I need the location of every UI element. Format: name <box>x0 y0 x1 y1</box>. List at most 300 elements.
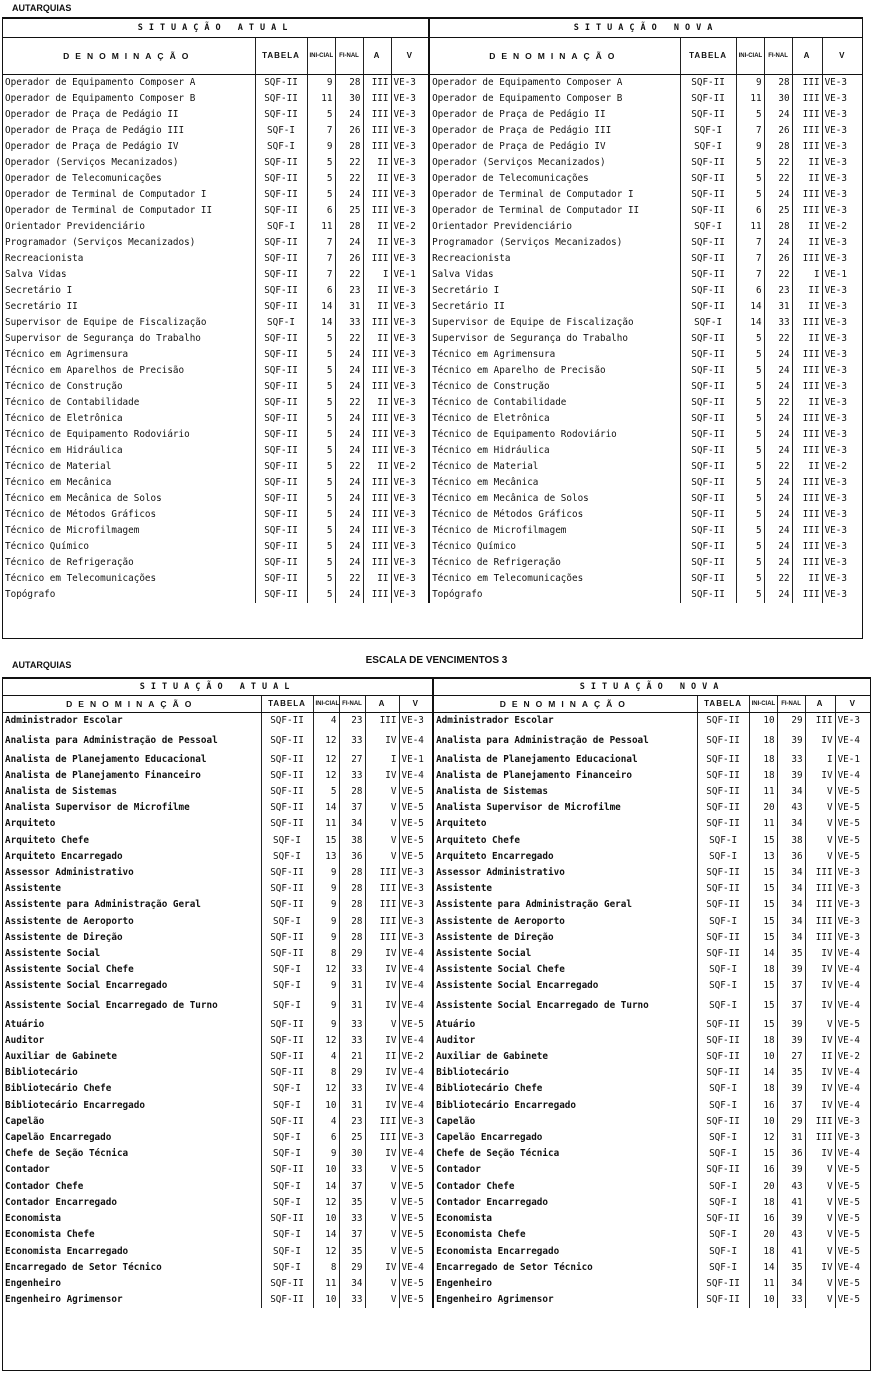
final-nova-cell: 37 <box>777 995 805 1017</box>
final-cell: 24 <box>335 491 363 507</box>
inicial-cell: 5 <box>307 491 335 507</box>
tabela-nova-cell: SQF-II <box>680 507 736 523</box>
inicial-nova-cell: 15 <box>749 930 777 946</box>
v-cell: VE-3 <box>391 251 429 267</box>
inicial-nova-cell: 11 <box>736 91 764 107</box>
denominacao-cell: Arquiteto <box>5 818 56 830</box>
tabela-nova-cell: SQF-II <box>680 395 736 411</box>
inicial-cell: 9 <box>307 75 335 92</box>
final-cell: 35 <box>339 1195 365 1211</box>
tabela-nova-cell: SQF-II <box>680 75 736 92</box>
tabela-cell: SQF-II <box>255 363 307 379</box>
final-cell: 28 <box>335 75 363 92</box>
denominacao-nova-cell: Técnico Químico <box>429 539 680 555</box>
a-cell: III <box>365 881 399 897</box>
tabela-nova-cell: SQF-II <box>697 1033 749 1049</box>
v-nova-cell: VE-3 <box>822 491 862 507</box>
v-cell: VE-3 <box>399 897 433 913</box>
final-nova-cell: 39 <box>777 1162 805 1178</box>
v-cell: VE-1 <box>399 752 433 768</box>
inicial-cell: 5 <box>307 555 335 571</box>
a-cell: V <box>365 1244 399 1260</box>
tabela-cell: SQF-I <box>255 315 307 331</box>
a-nova-cell: III <box>805 897 835 913</box>
tabela-nova-cell: SQF-II <box>680 203 736 219</box>
final-cell: 38 <box>339 833 365 849</box>
v-nova-cell: VE-5 <box>835 800 870 816</box>
tabela-cell: SQF-II <box>255 283 307 299</box>
inicial-nova-cell: 20 <box>749 1179 777 1195</box>
a-nova-cell: III <box>792 251 822 267</box>
tabela-nova-cell: SQF-II <box>680 475 736 491</box>
denominacao-cell: Analista de Planejamento Educacional <box>5 753 207 765</box>
tabela-nova-cell: SQF-II <box>697 752 749 768</box>
v-cell: VE-4 <box>399 995 433 1017</box>
denominacao-cell: Operador de Equipamento Composer A <box>5 77 196 88</box>
inicial-nova-cell: 6 <box>736 283 764 299</box>
tabela-cell: SQF-II <box>261 1114 313 1130</box>
v-cell: VE-1 <box>391 267 429 283</box>
tabela-cell: SQF-I <box>261 849 313 865</box>
inicial-cell: 10 <box>313 1162 339 1178</box>
final-nova-cell: 24 <box>764 475 792 491</box>
final-cell: 35 <box>339 1244 365 1260</box>
tabela-cell: SQF-II <box>255 203 307 219</box>
a-nova-cell: II <box>792 331 822 347</box>
inicial-cell: 7 <box>307 267 335 283</box>
inicial-nova-cell: 5 <box>736 171 764 187</box>
final-nova-cell: 26 <box>764 123 792 139</box>
tabela-cell: SQF-II <box>261 752 313 768</box>
denominacao-nova-cell: Técnico de Material <box>429 459 680 475</box>
final-nova-cell: 22 <box>764 571 792 587</box>
v-cell: VE-5 <box>399 816 433 832</box>
tabela-cell: SQF-II <box>255 539 307 555</box>
tabela-nova-cell: SQF-II <box>697 1292 749 1308</box>
tabela-nova-cell: SQF-II <box>697 730 749 752</box>
v-nova-cell: VE-5 <box>835 1276 870 1292</box>
v-nova-cell: VE-3 <box>822 187 862 203</box>
final-nova-cell: 35 <box>777 946 805 962</box>
denominacao-cell: Operador de Telecomunicações <box>5 173 162 184</box>
inicial-nova-cell: 7 <box>736 267 764 283</box>
a-nova-cell: IV <box>805 978 835 994</box>
final-cell: 28 <box>339 865 365 881</box>
final-nova-cell: 41 <box>777 1195 805 1211</box>
inicial-cell: 8 <box>313 1260 339 1276</box>
denominacao-nova-cell: Arquiteto <box>433 816 697 832</box>
a-nova-cell: II <box>792 283 822 299</box>
tabela-nova-cell: SQF-II <box>697 1276 749 1292</box>
final-nova-cell: 37 <box>777 1098 805 1114</box>
a-nova-cell: IV <box>805 1065 835 1081</box>
inicial-nova-cell: 18 <box>749 1195 777 1211</box>
denominacao-cell: Capelão Encarregado <box>5 1132 112 1144</box>
a-nova-cell: III <box>805 1114 835 1130</box>
inicial-cell: 9 <box>313 1146 339 1162</box>
denominacao-cell: Assistente Social Chefe <box>5 964 134 976</box>
a-cell: III <box>363 475 391 491</box>
v-header-2: V <box>399 696 433 713</box>
denominacao-nova-cell: Auxiliar de Gabinete <box>433 1049 697 1065</box>
tabela-cell: SQF-II <box>261 897 313 913</box>
inicial-nova-cell: 16 <box>749 1098 777 1114</box>
a-nova-cell: III <box>792 315 822 331</box>
v-nova-cell: VE-3 <box>822 75 862 92</box>
denominacao-nova-cell: Analista Supervisor de Microfilme <box>433 800 697 816</box>
a-cell: III <box>365 930 399 946</box>
denominacao-nova-cell: Técnico em Hidráulica <box>429 443 680 459</box>
tabela-nova-cell: SQF-II <box>680 347 736 363</box>
final-nova-cell: 28 <box>764 139 792 155</box>
a-nova-cell: V <box>805 849 835 865</box>
a-nova-cell: IV <box>805 1033 835 1049</box>
inicial-nova-cell: 15 <box>749 865 777 881</box>
v-nova-cell: VE-3 <box>822 523 862 539</box>
final-nova-cell: 24 <box>764 411 792 427</box>
tabela-nova-cell: SQF-II <box>697 930 749 946</box>
tabela-nova-cell: SQF-II <box>680 283 736 299</box>
v-cell: VE-3 <box>391 571 429 587</box>
denominacao-nova-cell: Técnico de Métodos Gráficos <box>429 507 680 523</box>
tabela-cell: SQF-II <box>255 187 307 203</box>
final-nova-cell: 37 <box>777 978 805 994</box>
a-cell: II <box>365 1049 399 1065</box>
a-cell: V <box>365 1162 399 1178</box>
a-nova-cell: IV <box>805 1146 835 1162</box>
tabela-cell: SQF-II <box>261 816 313 832</box>
tabela-cell: SQF-I <box>261 1081 313 1097</box>
v-cell: VE-5 <box>399 1292 433 1308</box>
tabela-header-nova: TABELA <box>680 38 736 75</box>
a-cell: V <box>365 1292 399 1308</box>
denominacao-cell: Assistente para Administração Geral <box>5 899 201 911</box>
a-cell: IV <box>365 1065 399 1081</box>
final-cell: 28 <box>335 219 363 235</box>
a-cell: II <box>363 299 391 315</box>
a-nova-cell: I <box>792 267 822 283</box>
final-cell: 22 <box>335 267 363 283</box>
tabela-cell: SQF-II <box>255 491 307 507</box>
inicial-nova-cell: 11 <box>749 784 777 800</box>
inicial-nova-cell: 20 <box>749 800 777 816</box>
inicial-cell: 12 <box>313 1033 339 1049</box>
tabela-nova-cell: SQF-II <box>697 713 749 730</box>
inicial-cell: 12 <box>313 1244 339 1260</box>
denominacao-nova-cell: Técnico em Aparelho de Precisão <box>429 363 680 379</box>
denominacao-cell: Assistente Social Encarregado <box>5 980 168 992</box>
denominacao-cell: Bibliotecário Chefe <box>5 1083 112 1095</box>
a-cell: V <box>365 1195 399 1211</box>
inicial-nova-cell: 5 <box>736 443 764 459</box>
tabela-cell: SQF-I <box>255 123 307 139</box>
final-cell: 24 <box>335 411 363 427</box>
denominacao-header-nova-2: DENOMINAÇÃO <box>433 696 697 713</box>
v-nova-cell: VE-3 <box>822 123 862 139</box>
tabela-nova-cell: SQF-II <box>680 379 736 395</box>
a-nova-cell: I <box>805 752 835 768</box>
inicial-cell: 5 <box>313 784 339 800</box>
denominacao-cell: Operador de Praça de Pedágio III <box>5 125 185 136</box>
a-cell: II <box>363 155 391 171</box>
v-nova-cell: VE-4 <box>835 946 870 962</box>
final-nova-cell: 34 <box>777 816 805 832</box>
inicial-nova-cell: 15 <box>749 1146 777 1162</box>
tabela-nova-cell: SQF-II <box>697 865 749 881</box>
denominacao-nova-cell: Recreacionista <box>429 251 680 267</box>
a-nova-cell: V <box>805 833 835 849</box>
denominacao-nova-cell: Operador de Terminal de Computador II <box>429 203 680 219</box>
v-nova-cell: VE-4 <box>835 962 870 978</box>
tabela-cell: SQF-II <box>255 267 307 283</box>
denominacao-nova-cell: Analista para Administração de Pessoal <box>433 730 697 752</box>
inicial-nova-cell: 18 <box>749 1081 777 1097</box>
denominacao-nova-cell: Salva Vidas <box>429 267 680 283</box>
v-nova-cell: VE-3 <box>822 571 862 587</box>
v-nova-cell: VE-4 <box>835 995 870 1017</box>
a-nova-cell: III <box>805 914 835 930</box>
v-nova-cell: VE-3 <box>822 507 862 523</box>
tabela-nova-cell: SQF-II <box>680 235 736 251</box>
inicial-nova-cell: 18 <box>749 962 777 978</box>
v-cell: VE-4 <box>399 978 433 994</box>
v-cell: VE-3 <box>391 411 429 427</box>
v-cell: VE-3 <box>391 475 429 491</box>
denominacao-nova-cell: Assistente Social <box>433 946 697 962</box>
denominacao-cell: Analista de Sistemas <box>5 786 117 798</box>
tabela-cell: SQF-II <box>255 443 307 459</box>
inicial-nova-cell: 18 <box>749 1244 777 1260</box>
final-nova-cell: 31 <box>764 299 792 315</box>
a-header-2: A <box>365 696 399 713</box>
denominacao-cell: Salva Vidas <box>5 269 67 280</box>
tabela-nova-cell: SQF-II <box>680 427 736 443</box>
v-cell: VE-5 <box>399 1195 433 1211</box>
final-cell: 33 <box>339 1292 365 1308</box>
inicial-nova-cell: 5 <box>736 539 764 555</box>
escala-title: ESCALA DE VENCIMENTOS 3 <box>365 655 508 666</box>
a-nova-cell: V <box>805 1227 835 1243</box>
denominacao-cell: Economista Chefe <box>5 1229 95 1241</box>
final-cell: 24 <box>335 523 363 539</box>
final-nova-cell: 24 <box>764 523 792 539</box>
a-nova-cell: II <box>792 459 822 475</box>
v-cell: VE-5 <box>399 1162 433 1178</box>
tabela-cell: SQF-I <box>255 139 307 155</box>
a-nova-cell: V <box>805 1292 835 1308</box>
inicial-cell: 5 <box>307 347 335 363</box>
final-cell: 33 <box>339 1162 365 1178</box>
final-nova-cell: 39 <box>777 1033 805 1049</box>
v-nova-cell: VE-3 <box>835 1114 870 1130</box>
tabela-nova-cell: SQF-II <box>697 1017 749 1033</box>
v-cell: VE-3 <box>391 331 429 347</box>
denominacao-cell: Operador de Terminal de Computador II <box>5 205 213 216</box>
inicial-nova-cell: 5 <box>736 363 764 379</box>
a-nova-cell: II <box>792 171 822 187</box>
denominacao-cell: Técnico em Telecomunicações <box>5 573 157 584</box>
a-nova-cell: III <box>792 139 822 155</box>
final-header-nova: FI-NAL <box>764 38 792 75</box>
a-nova-cell: III <box>792 443 822 459</box>
denominacao-nova-cell: Contador Chefe <box>433 1179 697 1195</box>
inicial-cell: 12 <box>313 752 339 768</box>
v-nova-cell: VE-3 <box>822 411 862 427</box>
final-cell: 34 <box>339 816 365 832</box>
final-cell: 24 <box>335 507 363 523</box>
inicial-nova-cell: 5 <box>736 555 764 571</box>
final-cell: 28 <box>339 897 365 913</box>
denominacao-nova-cell: Capelão Encarregado <box>433 1130 697 1146</box>
a-cell: IV <box>365 946 399 962</box>
final-nova-cell: 29 <box>777 713 805 730</box>
a-nova-cell: IV <box>805 1260 835 1276</box>
tabela-cell: SQF-II <box>261 784 313 800</box>
a-nova-cell: III <box>792 107 822 123</box>
final-cell: 33 <box>335 315 363 331</box>
a-cell: III <box>365 865 399 881</box>
situacao-nova-heading: SITUAÇÃO NOVA <box>429 19 862 38</box>
tabela-cell: SQF-I <box>261 995 313 1017</box>
denominacao-nova-cell: Contador <box>433 1162 697 1178</box>
denominacao-cell: Técnico de Eletrônica <box>5 413 123 424</box>
final-cell: 29 <box>339 1260 365 1276</box>
inicial-cell: 7 <box>307 251 335 267</box>
tabela-cell: SQF-II <box>255 251 307 267</box>
v-cell: VE-3 <box>399 1114 433 1130</box>
inicial-nova-cell: 5 <box>736 395 764 411</box>
final-cell: 33 <box>339 1081 365 1097</box>
denominacao-nova-cell: Técnico em Agrimensura <box>429 347 680 363</box>
v-cell: VE-2 <box>391 459 429 475</box>
final-nova-cell: 33 <box>764 315 792 331</box>
v-nova-cell: VE-3 <box>822 539 862 555</box>
final-cell: 29 <box>339 1065 365 1081</box>
final-cell: 24 <box>335 443 363 459</box>
a-nova-cell: II <box>792 235 822 251</box>
a-nova-cell: II <box>792 395 822 411</box>
denominacao-nova-cell: Assessor Administrativo <box>433 865 697 881</box>
a-cell: II <box>363 219 391 235</box>
v-nova-cell: VE-3 <box>822 347 862 363</box>
denominacao-nova-cell: Economista Encarregado <box>433 1244 697 1260</box>
v-nova-cell: VE-4 <box>835 1260 870 1276</box>
tabela-cell: SQF-II <box>255 395 307 411</box>
tabela-cell: SQF-II <box>255 587 307 603</box>
a-cell: V <box>365 1227 399 1243</box>
inicial-cell: 9 <box>313 865 339 881</box>
denominacao-cell: Recreacionista <box>5 253 84 264</box>
tabela-cell: SQF-I <box>261 914 313 930</box>
inicial-cell: 5 <box>307 171 335 187</box>
a-nova-cell: III <box>792 539 822 555</box>
inicial-nova-cell: 10 <box>749 1292 777 1308</box>
v-nova-cell: VE-3 <box>835 865 870 881</box>
v-cell: VE-4 <box>399 1098 433 1114</box>
tabela-nova-cell: SQF-II <box>697 946 749 962</box>
final-cell: 31 <box>335 299 363 315</box>
inicial-cell: 5 <box>307 331 335 347</box>
a-nova-cell: III <box>792 475 822 491</box>
v-cell: VE-5 <box>399 1244 433 1260</box>
final-nova-cell: 34 <box>777 865 805 881</box>
inicial-nova-cell: 10 <box>749 713 777 730</box>
a-cell: V <box>365 1179 399 1195</box>
a-nova-cell: V <box>805 1017 835 1033</box>
inicial-nova-cell: 14 <box>736 315 764 331</box>
header-top-label: AUTARQUIAS <box>12 3 72 13</box>
tabela-cell: SQF-II <box>261 1065 313 1081</box>
inicial-cell: 14 <box>313 1227 339 1243</box>
v-cell: VE-3 <box>391 283 429 299</box>
inicial-cell: 12 <box>313 962 339 978</box>
v-nova-cell: VE-3 <box>822 331 862 347</box>
inicial-nova-cell: 11 <box>736 219 764 235</box>
final-nova-cell: 39 <box>777 962 805 978</box>
a-cell: II <box>363 459 391 475</box>
tabela-nova-cell: SQF-II <box>697 1114 749 1130</box>
situacao-atual-heading: SITUAÇÃO ATUAL <box>3 19 429 38</box>
a-cell: IV <box>365 1033 399 1049</box>
denominacao-cell: Técnico de Construção <box>5 381 123 392</box>
table-1-border <box>2 17 863 639</box>
final-nova-cell: 39 <box>777 1211 805 1227</box>
v-cell: VE-5 <box>399 800 433 816</box>
final-cell: 22 <box>335 459 363 475</box>
final-cell: 33 <box>339 768 365 784</box>
inicial-cell: 9 <box>313 930 339 946</box>
final-nova-cell: 35 <box>777 1260 805 1276</box>
inicial-header-2: INI-CIAL <box>313 696 339 713</box>
final-cell: 24 <box>335 235 363 251</box>
final-cell: 22 <box>335 155 363 171</box>
tabela-nova-cell: SQF-I <box>697 1244 749 1260</box>
tabela-cell: SQF-II <box>261 1211 313 1227</box>
v-nova-cell: VE-3 <box>835 713 870 730</box>
tabela-cell: SQF-II <box>261 930 313 946</box>
denominacao-cell: Chefe de Seção Técnica <box>5 1148 129 1160</box>
inicial-cell: 11 <box>307 91 335 107</box>
denominacao-nova-cell: Técnico de Equipamento Rodoviário <box>429 427 680 443</box>
inicial-nova-cell: 5 <box>736 155 764 171</box>
inicial-cell: 5 <box>307 571 335 587</box>
a-nova-cell: III <box>805 1130 835 1146</box>
v-cell: VE-2 <box>399 1049 433 1065</box>
denominacao-nova-cell: Encarregado de Setor Técnico <box>433 1260 697 1276</box>
denominacao-nova-cell: Operador de Praça de Pedágio II <box>429 107 680 123</box>
a-cell: II <box>363 571 391 587</box>
a-nova-cell: III <box>792 587 822 603</box>
a-nova-cell: V <box>805 784 835 800</box>
a-cell: III <box>363 491 391 507</box>
denominacao-cell: Analista Supervisor de Microfilme <box>5 802 190 814</box>
tabela-nova-cell: SQF-I <box>680 315 736 331</box>
tabela-cell: SQF-II <box>255 523 307 539</box>
v-cell: VE-3 <box>391 491 429 507</box>
inicial-nova-cell: 5 <box>736 379 764 395</box>
v-cell: VE-4 <box>399 1260 433 1276</box>
tabela-cell: SQF-II <box>255 171 307 187</box>
denominacao-cell: Técnico em Aparelhos de Precisão <box>5 365 185 376</box>
v-cell: VE-4 <box>399 1033 433 1049</box>
v-cell: VE-3 <box>391 379 429 395</box>
v-cell: VE-3 <box>399 865 433 881</box>
v-cell: VE-4 <box>399 946 433 962</box>
v-cell: VE-3 <box>391 123 429 139</box>
inicial-nova-cell: 5 <box>736 459 764 475</box>
header-bottom-label: AUTARQUIAS <box>12 660 72 670</box>
v-nova-cell: VE-3 <box>822 171 862 187</box>
